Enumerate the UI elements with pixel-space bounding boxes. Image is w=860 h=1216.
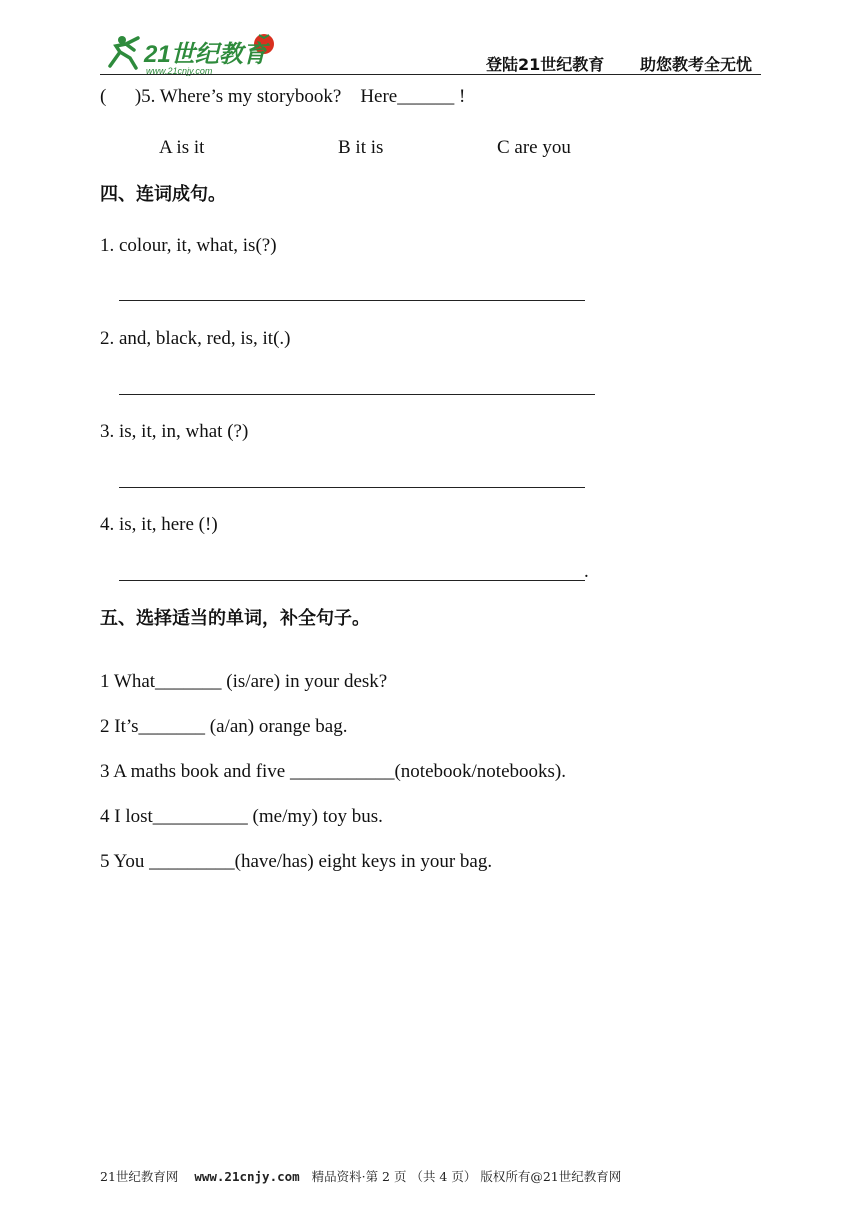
section-4-item-3: 3. is, it, in, what (?) [100,421,249,442]
logo-graphic [104,30,284,76]
section-5-title: 五、选择适当的单词，补全句子。 [100,608,370,629]
section-4-item-4: 4. is, it, here (!) [100,514,218,535]
option-a: A is it [159,137,205,158]
section-4-item-1: 1. colour, it, what, is(?) [100,235,277,256]
answer-line-4-period: . [584,561,589,582]
section-5-item-2: 2 It’s_______ (a/an) orange bag. [100,716,348,737]
section-5-item-3: 3 A maths book and five ___________(notebook/notebooks). [100,761,566,782]
section-4-title: 四、连词成句。 [100,184,226,205]
section-4-item-2: 2. and, black, red, is, it(.) [100,328,291,349]
answer-line-2[interactable] [119,394,595,395]
logo-text: 21世纪教育 [144,41,267,68]
answer-line-3[interactable] [119,487,585,488]
footer-site: 21世纪教育网 [100,1169,179,1184]
header-slogan-left: 登陆21世纪教育 [486,55,605,74]
option-c: C are you [497,137,571,158]
section-5-item-4: 4 I lost__________ (me/my) toy bus. [100,806,383,827]
header-divider [100,74,761,75]
footer-url[interactable]: www.21cnjy.com [194,1169,300,1184]
page-footer [100,1167,621,1185]
logo-url: www.21cnjy.com [146,66,213,76]
answer-line-4[interactable] [119,580,585,581]
answer-line-1[interactable] [119,300,585,301]
question-5: ( )5. Where’s my storybook? Here______ ! [100,86,466,107]
section-5-item-5: 5 You _________(have/has) eight keys in your bag. [100,851,493,872]
option-b: B it is [338,137,384,158]
site-logo [104,30,284,76]
footer-page-info: 精品资料·第 2 页 （共 4 页） 版权所有@21世纪教育网 [311,1169,622,1184]
header-slogan-right: 助您教考全无忧 [640,55,753,74]
section-5-item-1: 1 What_______ (is/are) in your desk? [100,671,388,692]
